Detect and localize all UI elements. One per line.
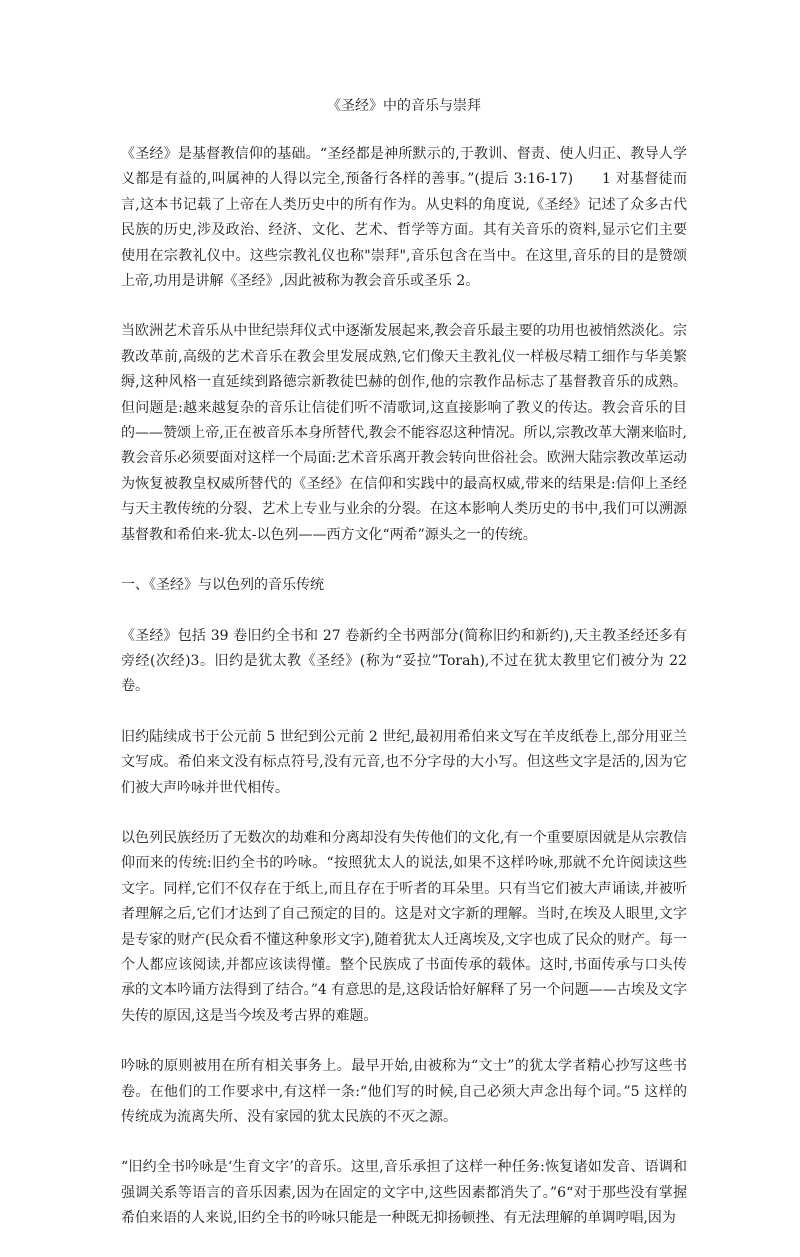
paragraph-intro: 《圣经》是基督教信仰的基础。“圣经都是神所默示的,于教训、督责、使人归正、教导人学义都是有益的,叫属神的人得以完全,预备行各样的善事。”(提后 3:16-17) 1 对基督徒而言,这本书记载了上帝在人类历史中的所有作为。从史料的角度说,《圣经》记述了众多古代民族的历史,涉及政治、经济、文化、艺术、哲学等方面。其有关音乐的资料,显示它们主要使用在宗教礼仪中。这些宗教礼仪也称"崇拜",音乐包含在当中。在这里,音乐的目的是赞颂上帝,功用是讲解《圣经》,因此被称为教会音乐或圣乐 2。 [121, 146, 687, 290]
section-heading: 一、《圣经》与以色列的音乐传统 [121, 577, 324, 594]
paragraph-scribes: 吟咏的原则被用在所有相关事务上。最早开始,由被称为“文士”的犹太学者精心抄写这些书卷。在他们的工作要求中,有这样一条:“他们写的时候,自己必须大声念出每个词。”5 这样的传统成为流离失所、没有家园的犹太民族的不灭之源。 [121, 1058, 687, 1125]
document-page [121, 96, 687, 1257]
paragraph-music-of-text: “旧约全书吟咏是‘生育文字’的音乐。这里,音乐承担了这样一种任务:恢复诸如发音、语调和强调关系等语言的音乐因素,因为在固定的文字中,这些因素都消失了。”6“对于那些没有掌握希伯来语的人来说,旧约全书的吟咏只能是一种既无抑扬顿挫、有无法理解的单调哼唱,因为 [121, 1159, 687, 1227]
paragraph-hebrew-text: 旧约陆续成书于公元前 5 世纪到公元前 2 世纪,最初用希伯来文写在羊皮纸卷上,部分用亚兰文写成。希伯来文没有标点符号,没有元音,也不分字母的大小写。但这些文字是活的,因为它们被大声吟咏并世代相传。 [121, 728, 687, 796]
document-title: 《圣经》中的音乐与崇拜 [327, 98, 481, 114]
paragraph-canon: 《圣经》包括 39 卷旧约全书和 27 卷新约全书两部分(简称旧约和新约),天主教圣经还多有旁经(次经)3。旧约是犹太教《圣经》(称为“妥拉”Torah),不过在犹太教里它们被分为 22 卷。 [121, 627, 687, 695]
paragraph-reformation: 当欧洲艺术音乐从中世纪崇拜仪式中逐渐发展起来,教会音乐最主要的功用也被悄然淡化。宗教改革前,高级的艺术音乐在教会里发展成熟,它们像天主教礼仪一样极尽精工细作与华美繁缛,这种风格一直延续到路德宗新教徒巴赫的创作,他的宗教作品标志了基督教音乐的成熟。但问题是:越来越复杂的音乐让信徒们听不清歌词,这直接影响了教义的传达。教会音乐的目的——赞颂上帝,正在被音乐本身所替代,教会不能容忍这种情况。所以,宗教改革大潮来临时,教会音乐必须要面对这样一个局面:艺术音乐离开教会转向世俗社会。欧洲大陆宗教改革运动为恢复被教皇权威所替代的《圣经》在信仰和实践中的最高权威,带来的结果是:信仰上圣经与天主教传统的分裂、艺术上专业与业余的分裂。在这本影响人类历史的书中,我们可以溯源基督教和希伯来-犹太-以色列——西方文化“两希”源头之一的传统。 [121, 323, 687, 543]
paragraph-chanting-tradition: 以色列民族经历了无数次的劫难和分离却没有失传他们的文化,有一个重要原因就是从宗教信仰而来的传统:旧约全书的吟咏。“按照犹太人的说法,如果不这样吟咏,那就不允许阅读这些文字。同样,它们不仅存在于纸上,而且存在于听者的耳朵里。只有当它们被大声诵读,并被听者理解之后,它们才达到了自己预定的目的。这是对文字新的理解。当时,在埃及人眼里,文字是专家的财产(民众看不懂这种象形文字),随着犹太人迁离埃及,文字也成了民众的财产。每一个人都应该阅读,并都应该读得懂。整个民族成了书面传承的载体。这时,书面传承与口头传承的文本吟诵方法得到了结合。”4 有意思的是,这段话恰好解释了另一个问题——古埃及文字失传的原因,这是当今埃及考古界的难题。 [121, 829, 687, 1024]
